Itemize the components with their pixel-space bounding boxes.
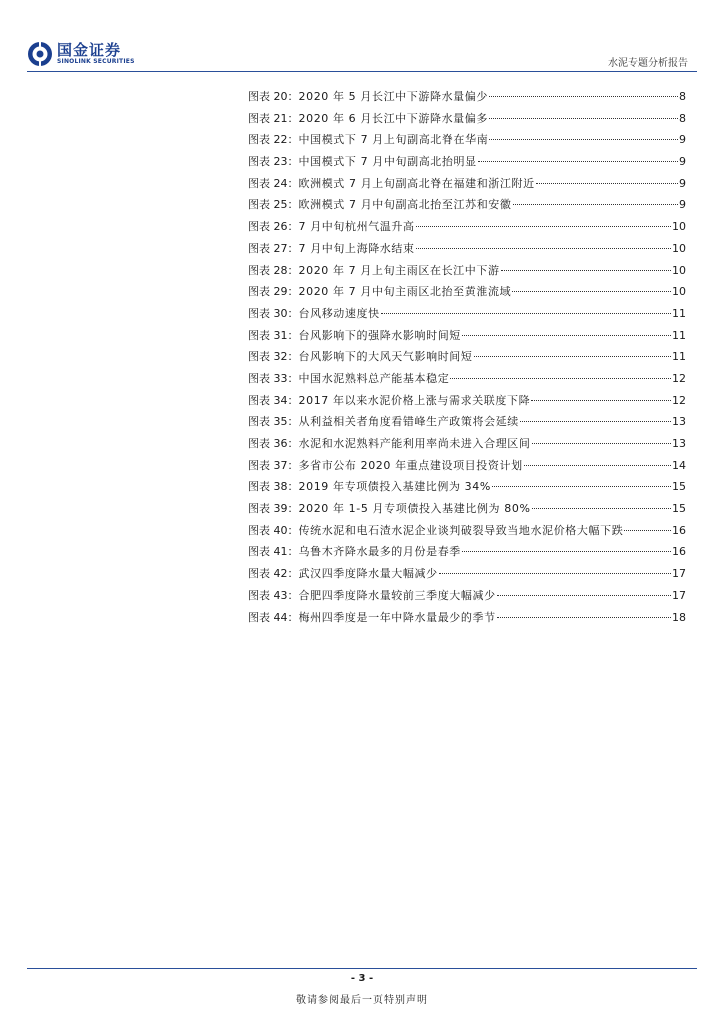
toc-figure-title: 台风影响下的强降水影响时间短 [298,328,461,342]
company-logo [27,40,135,68]
toc-page-number: 11 [672,328,686,342]
toc-dot-leader [524,465,671,466]
toc-dot-leader [462,335,671,336]
toc-dot-leader [497,617,671,618]
toc-entry[interactable] [248,303,686,325]
toc-figure-title: 水泥和水泥熟料产能利用率尚未进入合理区间 [298,437,531,450]
toc-entry[interactable] [248,86,686,108]
toc-figure-number: 图表 41： [248,545,299,559]
toc-entry[interactable] [248,498,686,520]
toc-page-number: 10 [672,285,686,299]
toc-page-number: 8 [679,111,686,125]
toc-figure-number: 图表 43： [248,588,299,602]
toc-dot-leader [474,356,672,357]
toc-page-number: 11 [672,306,686,320]
toc-figure-number: 图表 26： [248,220,299,234]
toc-entry[interactable] [248,585,686,607]
toc-entry[interactable] [248,281,686,303]
toc-figure-title: 中国模式下 7 月上旬副高北脊在华南 [298,133,489,147]
toc-dot-leader [450,378,671,379]
toc-page-number: 18 [672,610,686,624]
toc-entry[interactable] [248,476,686,498]
toc-dot-leader [439,573,671,574]
toc-figure-number: 图表 29： [248,285,299,299]
toc-page-number: 16 [672,545,686,559]
toc-entry[interactable] [248,346,686,368]
page-header [0,0,724,72]
toc-dot-leader [416,248,671,249]
toc-dot-leader [492,486,671,487]
toc-dot-leader [478,161,678,162]
toc-page-number: 14 [672,458,686,472]
toc-entry[interactable] [248,541,686,563]
toc-page-number: 11 [672,350,686,364]
toc-entry[interactable] [248,173,686,195]
toc-figure-number: 图表 44： [248,610,299,624]
header-divider [27,71,697,72]
toc-figure-title: 2019 年专项债投入基建比例为 34% [298,480,491,494]
toc-figure-title: 合肥四季度降水量较前三季度大幅减少 [298,588,496,602]
toc-entry[interactable] [248,151,686,173]
toc-page-number: 15 [672,480,686,494]
toc-figure-number: 图表 25： [248,198,299,212]
toc-entry[interactable] [248,216,686,238]
toc-entry[interactable] [248,607,686,629]
toc-dot-leader [520,421,671,422]
toc-figure-number: 图表 39： [248,502,299,516]
toc-figure-number: 图表 20： [248,90,299,103]
toc-dot-leader [489,118,678,119]
toc-figure-title: 2020 年 5 月长江中下游降水量偏少 [298,90,488,103]
toc-page-number: 10 [672,263,686,277]
toc-page-number: 13 [672,415,686,429]
toc-page-number: 10 [672,220,686,234]
toc-dot-leader [532,508,672,509]
toc-entry[interactable] [248,455,686,477]
report-type-label: 水泥专题分析报告 [608,58,688,69]
toc-page-number: 17 [672,588,686,602]
figure-index-list [248,86,686,628]
toc-figure-title: 从利益相关者角度看错峰生产政策将会延续 [298,415,519,429]
toc-entry[interactable] [248,260,686,282]
toc-figure-number: 图表 35： [248,415,299,429]
toc-figure-title: 台风移动速度快 [298,306,380,320]
toc-entry[interactable] [248,520,686,542]
logo-chinese-name: 国金证券 [57,41,122,59]
toc-figure-number: 图表 22： [248,133,299,147]
toc-dot-leader [497,595,671,596]
toc-figure-title: 传统水泥和电石渣水泥企业谈判破裂导致当地水泥价格大幅下跌 [298,523,624,537]
toc-figure-number: 图表 38： [248,480,299,494]
toc-entry[interactable] [248,108,686,130]
toc-entry[interactable] [248,390,686,412]
toc-entry[interactable] [248,411,686,433]
toc-dot-leader [536,183,678,184]
toc-figure-number: 图表 24： [248,176,299,190]
toc-page-number: 8 [679,90,686,103]
page-number: - 3 - [350,973,374,984]
toc-entry[interactable] [248,238,686,260]
toc-figure-title: 2020 年 7 月上旬主雨区在长江中下游 [298,263,500,277]
toc-figure-title: 2017 年以来水泥价格上涨与需求关联度下降 [298,393,531,407]
toc-figure-number: 图表 23： [248,155,299,169]
toc-figure-number: 图表 21： [248,111,299,125]
toc-figure-number: 图表 30： [248,306,299,320]
toc-figure-title: 多省市公布 2020 年重点建设项目投资计划 [298,458,523,472]
toc-entry[interactable] [248,129,686,151]
toc-dot-leader [531,400,671,401]
toc-page-number: 9 [679,198,686,212]
toc-figure-number: 图表 40： [248,523,299,537]
toc-figure-title: 梅州四季度是一年中降水量最少的季节 [298,610,496,624]
toc-figure-title: 欧洲模式 7 月上旬副高北脊在福建和浙江附近 [298,176,535,190]
toc-figure-number: 图表 32： [248,350,299,364]
toc-figure-title: 7 月中旬杭州气温升高 [298,220,415,234]
toc-page-number: 12 [672,371,686,385]
toc-page-number: 15 [672,502,686,516]
toc-figure-number: 图表 27： [248,241,299,255]
toc-figure-title: 2020 年 6 月长江中下游降水量偏多 [298,111,488,125]
toc-entry[interactable] [248,325,686,347]
toc-page-number: 17 [672,567,686,581]
sinolink-logo-icon [27,41,53,67]
toc-page-number: 13 [672,437,686,450]
toc-dot-leader [462,551,671,552]
toc-page-number: 9 [679,176,686,190]
toc-entry[interactable] [248,194,686,216]
toc-figure-number: 图表 34： [248,393,299,407]
toc-figure-title: 乌鲁木齐降水最多的月份是春季 [298,545,461,559]
toc-figure-title: 2020 年 1-5 月专项债投入基建比例为 80% [298,502,531,516]
toc-figure-title: 7 月中旬上海降水结束 [298,241,415,255]
toc-figure-title: 2020 年 7 月中旬主雨区北抬至黄淮流域 [298,285,512,299]
toc-figure-number: 图表 33： [248,371,299,385]
footer-divider [27,968,697,969]
toc-figure-title: 中国水泥熟料总产能基本稳定 [298,371,450,385]
toc-page-number: 10 [672,241,686,255]
toc-dot-leader [489,139,678,140]
toc-entry[interactable] [248,563,686,585]
toc-dot-leader [624,530,671,531]
toc-figure-number: 图表 36： [248,437,299,450]
toc-figure-title: 中国模式下 7 月中旬副高北抬明显 [298,155,477,169]
footer-disclaimer: 敬请参阅最后一页特别声明 [296,995,428,1006]
toc-page-number: 12 [672,393,686,407]
toc-dot-leader [501,270,671,271]
toc-dot-leader [532,443,672,444]
logo-english-name: SINOLINK SECURITIES [57,58,135,65]
toc-figure-number: 图表 42： [248,567,299,581]
toc-page-number: 9 [679,155,686,169]
toc-dot-leader [416,226,671,227]
toc-dot-leader [489,96,678,97]
toc-page-number: 9 [679,133,686,147]
toc-entry[interactable] [248,368,686,390]
toc-dot-leader [512,291,671,292]
toc-dot-leader [513,204,679,205]
toc-page-number: 16 [672,523,686,537]
toc-entry[interactable] [248,433,686,455]
toc-figure-number: 图表 31： [248,328,299,342]
toc-figure-number: 图表 28： [248,263,299,277]
toc-figure-title: 欧洲模式 7 月中旬副高北抬至江苏和安徽 [298,198,512,212]
toc-figure-title: 武汉四季度降水量大幅减少 [298,567,438,581]
toc-figure-number: 图表 37： [248,458,299,472]
toc-dot-leader [381,313,671,314]
toc-figure-title: 台风影响下的大风天气影响时间短 [298,350,473,364]
